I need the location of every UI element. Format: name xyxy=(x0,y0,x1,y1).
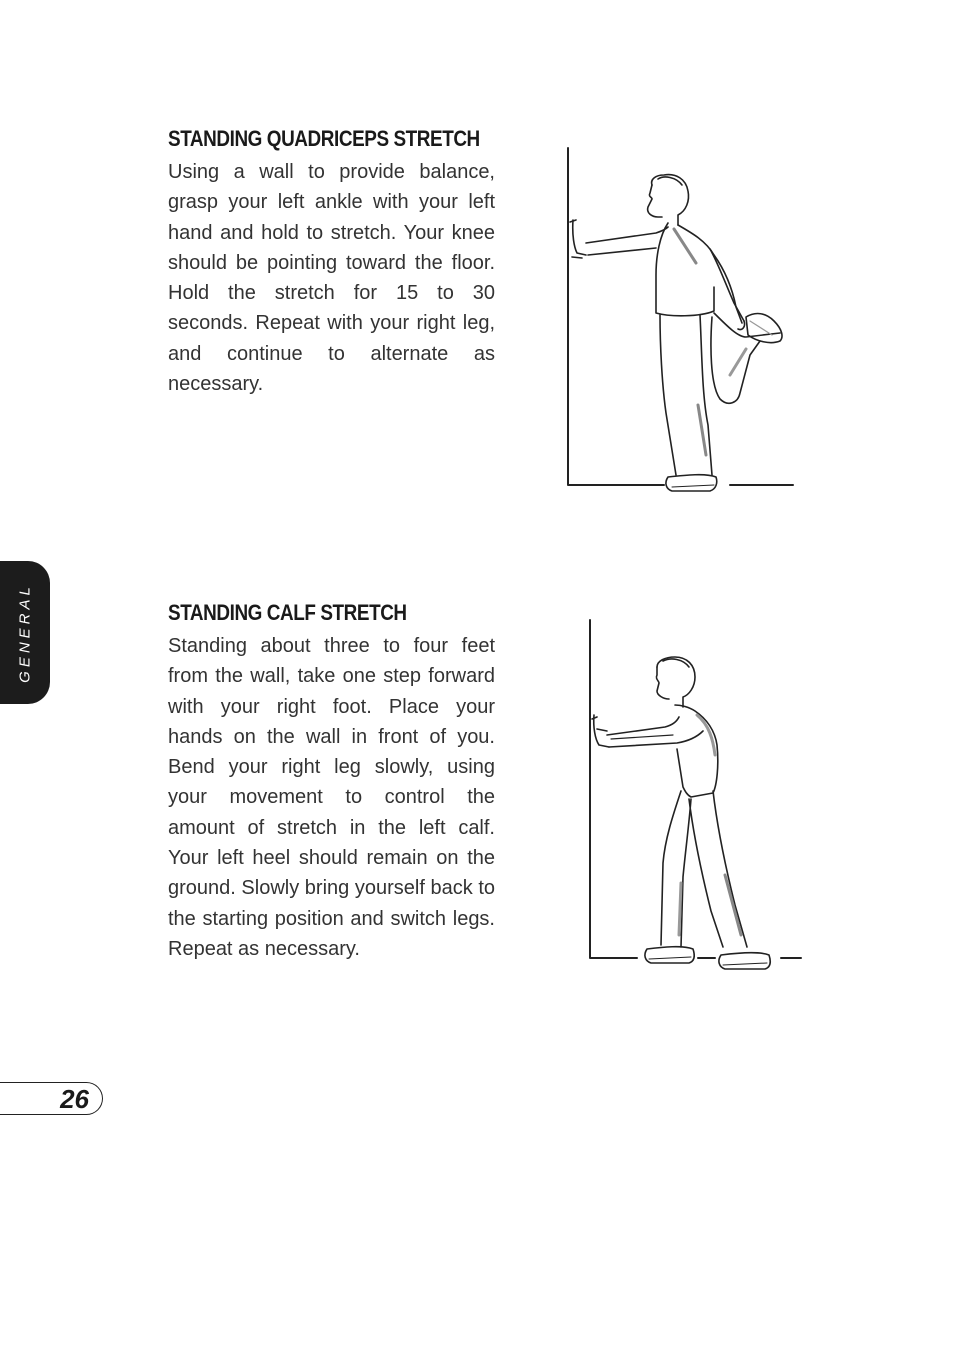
section-tab-label: GENERAL xyxy=(16,582,34,683)
calf-stretch-text: Standing about three to four feet from the wall, take one step forward with your right foot. Place your hands on the wall in front of you. Bend your right leg slowly, using your movement to control the amount of stretch in the left calf. Your left heel should remain on the ground. Slowly bring yourself back to the starting position and switch legs. Repeat as necessary. xyxy=(168,635,495,960)
quadriceps-stretch-illustration xyxy=(560,145,800,505)
quadriceps-stretch-text: Using a wall to provide balance, grasp your left ankle with your left hand and hold to stretch. Your knee should be pointing toward the floor. Hold the stretch for 15 to 30 seconds. Repeat with your right leg, and continue to alternate as necessary. xyxy=(168,161,495,396)
calf-stretch-title: STANDING CALF STRETCH xyxy=(168,600,407,625)
quadriceps-stretch-title: STANDING QUADRICEPS STRETCH xyxy=(168,126,480,151)
page-number-badge xyxy=(0,1082,103,1115)
calf-stretch-illustration xyxy=(585,615,805,980)
quadriceps-stretch-section xyxy=(168,125,495,399)
section-tab xyxy=(0,561,50,704)
calf-stretch-section xyxy=(168,599,495,964)
page-number: 26 xyxy=(60,1084,89,1114)
